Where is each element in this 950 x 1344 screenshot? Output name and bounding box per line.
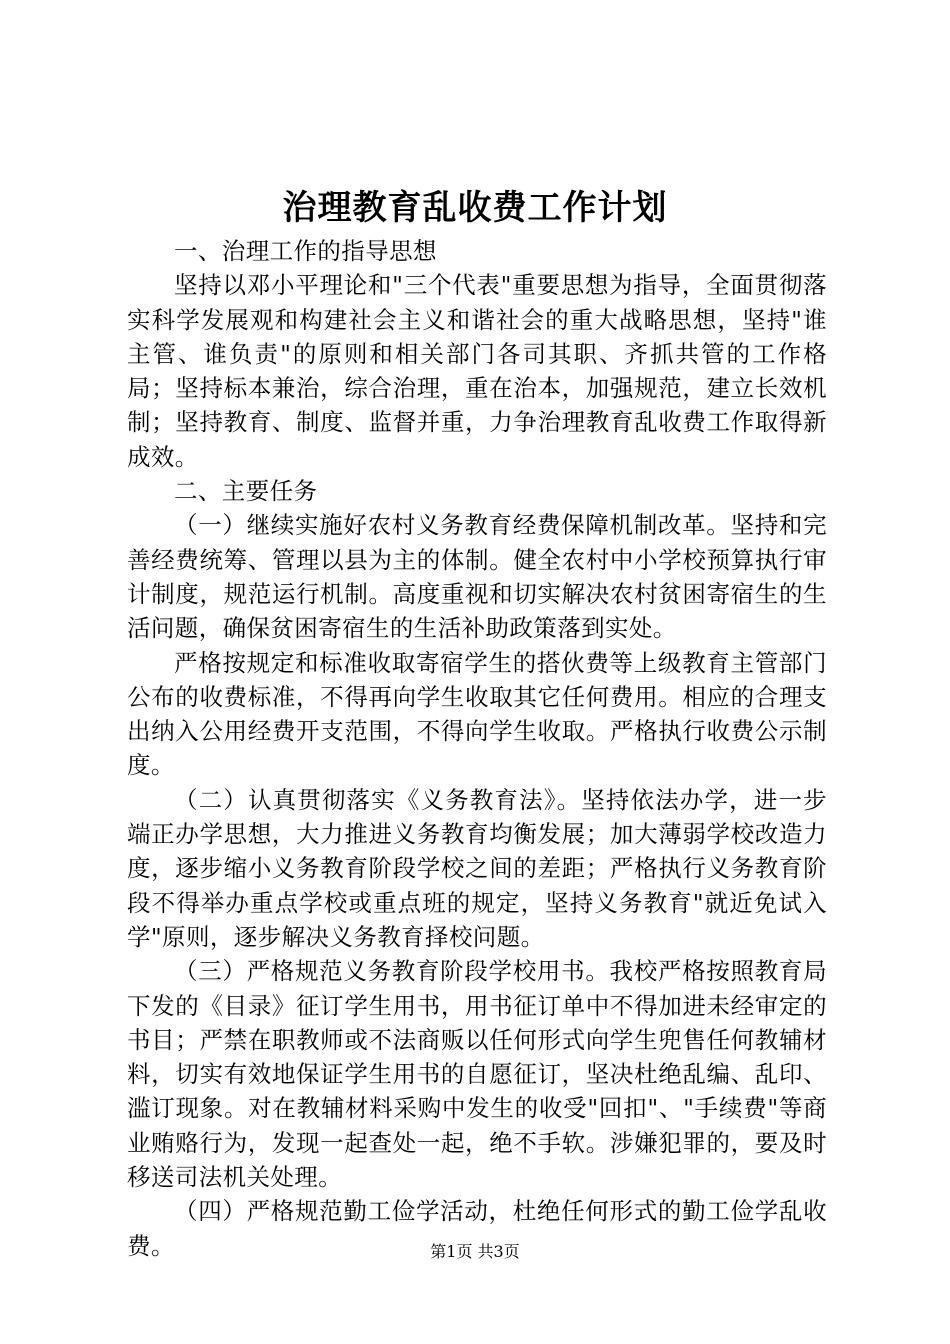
page-number-footer: 第1页 共3页	[430, 1242, 520, 1261]
section-heading-2: 二、主要任务	[174, 477, 318, 506]
document-title: 治理教育乱收费工作计划	[282, 188, 668, 228]
paragraph-task-4: （四）严格规范勤工俭学活动，杜绝任何形式的勤工俭学乱收费。	[127, 1197, 827, 1260]
paragraph-task-2: （二）认真贯彻落实《义务教育法》。坚持依法办学，进一步端正办学思想，大力推进义务教育均衡发展；加大薄弱学校改造力度，逐步缩小义务教育阶段学校之间的差距；严格执行义务教育阶段不得举办重点学校或重点班的规定，坚持义务教育"就近免试入学"原则，逐步解决义务教育择校问题。	[127, 785, 827, 951]
paragraph-guiding-thought: 坚持以邓小平理论和"三个代表"重要思想为指导，全面贯彻落实科学发展观和构建社会主义和谐社会的重大战略思想，坚持"谁主管、谁负责"的原则和相关部门各司其职、齐抓共管的工作格局；坚持标本兼治，综合治理，重在治本，加强规范，建立长效机制；坚持教育、制度、监督并重，力争治理教育乱收费工作取得新成效。	[127, 271, 827, 471]
paragraph-boarding-fees: 严格按规定和标准收取寄宿学生的搭伙费等上级教育主管部门公布的收费标准，不得再向学生收取其它任何费用。相应的合理支出纳入公用经费开支范围，不得向学生收取。严格执行收费公示制度。	[127, 648, 827, 780]
document-body	[127, 234, 827, 1263]
paragraph-task-1: （一）继续实施好农村义务教育经费保障机制改革。坚持和完善经费统筹、管理以县为主的体制。健全农村中小学校预算执行审计制度，规范运行机制。高度重视和切实解决农村贫困寄宿生的生活问题，确保贫困寄宿生的生活补助政策落到实处。	[127, 511, 827, 643]
section-heading-1: 一、治理工作的指导思想	[174, 237, 437, 265]
paragraph-task-3: （三）严格规范义务教育阶段学校用书。我校严格按照教育局下发的《目录》征订学生用书，用书征订单中不得加进未经审定的书目；严禁在职教师或不法商贩以任何形式向学生兜售任何教辅材料，切实有效地保证学生用书的自愿征订，坚决杜绝乱编、乱印、滥订现象。对在教辅材料采购中发生的收受"回扣"、"手续费"等商业贿赂行为，发现一起查处一起，绝不手软。涉嫌犯罪的，要及时移送司法机关处理。	[127, 957, 827, 1192]
